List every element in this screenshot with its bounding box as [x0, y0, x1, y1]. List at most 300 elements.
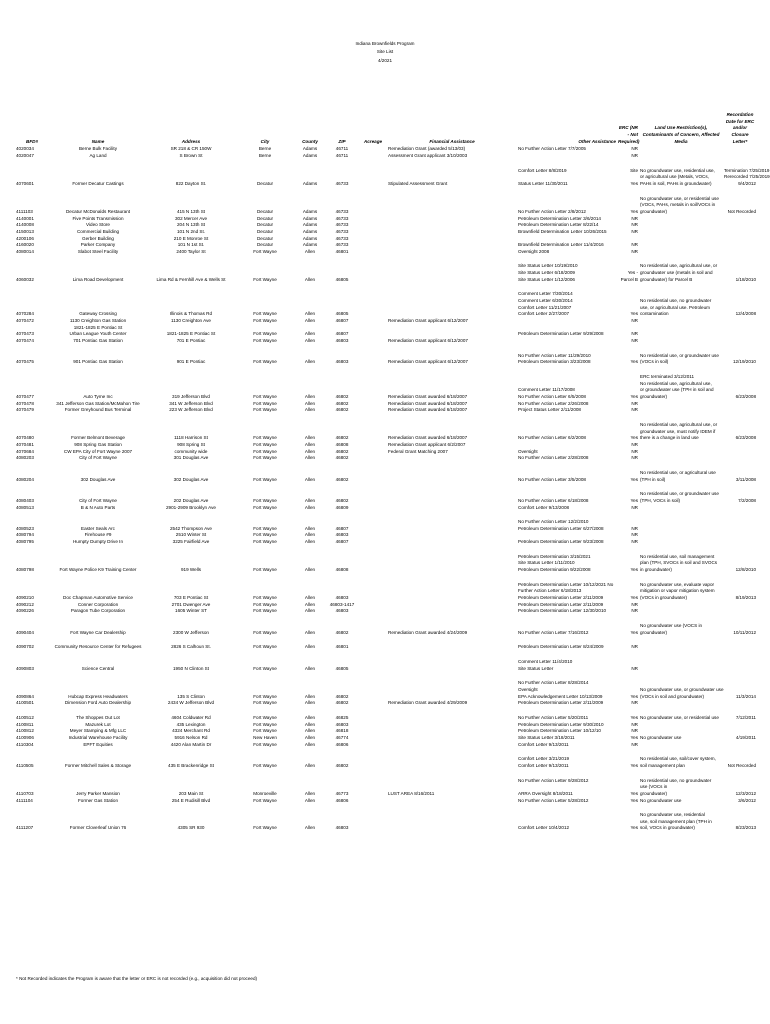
cell-bfd: 4070684	[16, 448, 34, 454]
cell-other	[517, 325, 617, 332]
cell-address: 101 N 1st St.	[177, 242, 205, 248]
cell-bfd: 4100501	[16, 700, 34, 706]
cell-city: Decatur	[256, 222, 274, 228]
cell-erc	[617, 687, 639, 694]
cell-bfd: 4160020	[16, 242, 34, 248]
cell-recordation	[723, 728, 757, 735]
cell-county	[295, 270, 325, 277]
cell-county: Allen	[304, 338, 316, 344]
cell-zip	[325, 160, 359, 175]
cell-other	[517, 615, 617, 630]
cell-other	[517, 784, 617, 791]
cell-erc: Yes	[630, 797, 638, 803]
cell-name: EPFT Equities	[83, 741, 113, 747]
cell-bfd	[15, 588, 49, 595]
cell-other: Status Letter 11/30/2011	[518, 180, 568, 186]
cell-financial: Remediation Grant awarded 4/24/2009	[388, 629, 468, 635]
cell-financial	[387, 694, 517, 701]
cell-other: Brownfield Determination Letter 11/4/2016	[518, 242, 604, 248]
cell-other: Site Status Letter 10/19/2010	[518, 263, 578, 269]
cell-financial	[387, 498, 517, 505]
cell-acreage	[359, 387, 387, 394]
cell-acreage	[359, 560, 387, 567]
cell-zip: 46733	[335, 235, 349, 241]
cell-other: No Further Action Letter 7/16/2012	[518, 629, 589, 635]
cell-name: Hubcap Express Headwaters	[68, 693, 128, 699]
cell-recordation	[723, 338, 757, 345]
cell-acreage	[359, 666, 387, 673]
cell-erc: NR	[631, 407, 638, 413]
cell-county: Allen	[304, 644, 316, 650]
cell-county: Allen	[304, 629, 316, 635]
cell-zip: 46733	[335, 180, 349, 186]
cell-address	[147, 511, 235, 526]
cell-bfd	[15, 574, 49, 589]
cell-name	[49, 804, 147, 819]
cell-acreage	[359, 345, 387, 360]
cell-bfd: 4090702	[16, 644, 34, 650]
cell-acreage	[359, 174, 387, 181]
cell-county	[295, 345, 325, 360]
cell-address: 204 N 13th St	[176, 222, 206, 228]
cell-county: Allen	[304, 455, 316, 461]
table-row	[15, 153, 757, 160]
cell-acreage	[359, 146, 387, 153]
cell-address	[147, 770, 235, 785]
cell-zip: 46803	[335, 721, 349, 727]
cell-county	[295, 202, 325, 209]
cell-other: No Further Action Letter 7/7/2005	[518, 146, 586, 152]
cell-city: Fort Wayne	[253, 714, 277, 720]
cell-county	[295, 255, 325, 270]
cell-erc: NR	[631, 665, 638, 671]
cell-zip: 46803	[335, 532, 349, 538]
cell-other	[517, 338, 617, 345]
cell-financial	[387, 602, 517, 609]
cell-landuse	[639, 532, 723, 539]
cell-other: No Further Action Letter 2/8/2012	[518, 208, 586, 214]
cell-financial	[387, 311, 517, 318]
cell-city: Berne	[258, 152, 272, 158]
cell-zip: 46803	[335, 825, 349, 831]
cell-financial	[387, 636, 517, 651]
cell-name: The Shoppes Out Lot	[76, 714, 120, 720]
cell-erc	[617, 748, 639, 763]
cell-acreage	[359, 242, 387, 249]
cell-county: Allen	[304, 608, 316, 614]
cell-landuse: No groundwater use, residential use,	[640, 167, 715, 173]
table-row	[15, 728, 757, 735]
cell-financial	[387, 735, 517, 742]
table-row	[15, 666, 757, 673]
cell-city: Fort Wayne	[253, 455, 277, 461]
cell-zip: 46805	[335, 276, 349, 282]
cell-landuse: groundwater)	[640, 208, 668, 214]
cell-bfd: 4070472	[16, 318, 34, 324]
cell-landuse: No residential use, no groundwater	[640, 777, 712, 783]
cell-city: Fort Wayne	[253, 825, 277, 831]
cell-address: 2510 Winter St	[175, 532, 207, 538]
cell-financial	[387, 567, 517, 574]
table-header-row	[15, 112, 757, 146]
cell-other: No Further Action Letter 6/2/2008	[518, 435, 586, 441]
cell-recordation	[723, 700, 757, 707]
table-row	[15, 305, 757, 312]
cell-address: 2434 W Jefferson Blvd	[167, 700, 215, 706]
cell-financial	[387, 819, 517, 826]
cell-zip	[325, 546, 359, 561]
cell-city: Fort Wayne	[253, 762, 277, 768]
cell-city	[235, 574, 295, 589]
cell-county: Allen	[304, 797, 316, 803]
cell-name	[49, 672, 147, 687]
cell-recordation	[723, 455, 757, 462]
cell-name: Dimension Ford Auto Dealership	[64, 700, 132, 706]
cell-county: Adams	[302, 152, 318, 158]
cell-county	[295, 429, 325, 436]
cell-county	[295, 804, 325, 819]
cell-recordation	[723, 651, 757, 666]
cell-county: Adams	[302, 208, 318, 214]
cell-name	[49, 298, 147, 305]
cell-landuse	[639, 742, 723, 749]
cell-other: Petroleum Determination Letter 8/22/14	[518, 222, 599, 228]
col-header-city: City	[260, 138, 270, 144]
cell-recordation	[723, 532, 757, 539]
cell-acreage	[359, 651, 387, 666]
cell-acreage	[359, 825, 387, 832]
cell-acreage	[359, 722, 387, 729]
cell-other	[517, 532, 617, 539]
table-row	[15, 455, 757, 462]
cell-name	[49, 188, 147, 203]
cell-acreage	[359, 449, 387, 456]
cell-zip: 46807	[335, 331, 349, 337]
cell-acreage	[359, 401, 387, 408]
cell-erc: Yes	[630, 629, 638, 635]
cell-name: Auto Tyme Inc	[83, 393, 113, 399]
cell-financial	[387, 414, 517, 429]
cell-county: Allen	[304, 441, 316, 447]
cell-bfd	[15, 483, 49, 498]
cell-acreage	[359, 804, 387, 819]
cell-acreage	[359, 630, 387, 637]
cell-city	[235, 202, 295, 209]
cell-recordation: Not Recorded	[727, 762, 756, 768]
cell-name: Five Points Transmission	[72, 215, 124, 221]
cell-bfd: 4100812	[16, 728, 34, 734]
cell-erc	[617, 574, 639, 589]
cell-address: 4324 Merchant Rd	[172, 728, 210, 734]
cell-name	[49, 560, 147, 567]
cell-recordation: 12/19/2010	[733, 359, 756, 365]
cell-zip: 46733	[335, 222, 349, 228]
cell-other: Comfort Letter 9/13/2011	[518, 762, 569, 768]
cell-recordation	[723, 483, 757, 498]
cell-landuse	[639, 283, 723, 298]
cell-bfd	[15, 270, 49, 277]
cell-bfd	[15, 202, 49, 209]
cell-address	[147, 588, 235, 595]
cell-zip: 46802	[335, 400, 349, 406]
cell-erc	[617, 381, 639, 388]
cell-name: Meyer Stamping & Mfg LLC	[69, 728, 127, 734]
cell-acreage	[359, 435, 387, 442]
cell-name	[49, 546, 147, 561]
table-row	[15, 784, 757, 791]
cell-name: Former Decatur Castings	[72, 180, 124, 186]
cell-address: 2300 W Jefferson	[173, 629, 209, 635]
table-row	[15, 407, 757, 414]
cell-acreage	[359, 728, 387, 735]
table-row	[15, 615, 757, 630]
cell-other: Site Status Letter 3/18/2011	[518, 734, 575, 740]
cell-other: Comment Letter 11/17/2008	[518, 387, 575, 393]
cell-county	[295, 366, 325, 381]
cell-bfd: 4020047	[16, 152, 34, 158]
cell-county: Allen	[304, 728, 316, 734]
cell-zip	[325, 255, 359, 270]
cell-recordation: 6/23/2008	[735, 435, 756, 441]
cell-zip	[325, 819, 359, 826]
cell-other: Comfort Letter 3/21/2019	[518, 756, 570, 762]
cell-landuse: No groundwater use, or residential use	[640, 714, 719, 720]
cell-name	[49, 429, 147, 436]
cell-zip	[325, 345, 359, 360]
cell-county: Allen	[304, 400, 316, 406]
cell-landuse: No groundwater use (VOCS in	[640, 623, 703, 629]
table-row	[15, 672, 757, 687]
cell-acreage	[359, 700, 387, 707]
cell-landuse: No residential use, or groundwater use	[640, 491, 719, 497]
cell-acreage	[359, 462, 387, 477]
cell-recordation	[723, 770, 757, 785]
cell-financial: Remediation Grant applicant 6/12/2007	[388, 338, 468, 344]
cell-zip: 46803	[335, 359, 349, 365]
table-row	[15, 188, 757, 203]
cell-address: 254 E Rudisill Blvd	[171, 797, 211, 803]
cell-bfd	[15, 770, 49, 785]
cell-county: Adams	[302, 228, 318, 234]
cell-city	[235, 819, 295, 826]
cell-address: 5916 Nelson Rd	[174, 734, 208, 740]
cell-name	[49, 588, 147, 595]
cell-landuse: or groundwater use (TPH in soil and	[640, 387, 714, 393]
cell-name: Lima Road Development	[72, 276, 124, 282]
cell-name	[49, 160, 147, 175]
cell-other: No Further Action Letter 6/18/2008	[518, 497, 589, 503]
cell-bfd: 4070477	[16, 393, 34, 399]
cell-financial	[387, 574, 517, 589]
cell-erc	[617, 819, 639, 826]
cell-other: Petroleum Determination Letter 9/29/2008	[518, 331, 604, 337]
cell-name	[49, 366, 147, 381]
cell-acreage	[359, 483, 387, 498]
cell-address: 1118 Harrison St	[174, 435, 208, 441]
cell-address: Lima Rd & Fernhill Ave & Wells St	[156, 276, 226, 282]
cell-landuse	[639, 153, 723, 160]
cell-recordation: Termination 7/25/2019	[724, 167, 770, 173]
cell-financial	[387, 560, 517, 567]
cell-zip	[325, 483, 359, 498]
cell-other: Petroleum Determination Letter 12/30/2010	[518, 608, 607, 614]
cell-name: City of Fort Wayne	[79, 455, 117, 461]
cell-city	[235, 672, 295, 687]
cell-other	[517, 462, 617, 477]
cell-erc: Yes	[630, 693, 638, 699]
cell-zip	[325, 770, 359, 785]
cell-zip: 46803	[335, 608, 349, 614]
cell-county	[295, 588, 325, 595]
cell-county: Allen	[304, 504, 316, 510]
cell-landuse	[639, 325, 723, 332]
cell-recordation: Rerecorded 7/25/2019	[724, 174, 770, 180]
cell-city	[235, 270, 295, 277]
cell-other: Site Status Letter 1/12/2006	[518, 276, 575, 282]
cell-name: Humpty Dumpty Drive In	[72, 539, 124, 545]
cell-recordation	[723, 511, 757, 526]
cell-acreage	[359, 181, 387, 188]
cell-city: Fort Wayne	[253, 525, 277, 531]
cell-landuse: (VOCs in soil)	[640, 359, 669, 365]
cell-bfd	[15, 305, 49, 312]
cell-address: 435 Lexington	[176, 721, 206, 727]
col-header-bfd: BFD#	[26, 138, 38, 144]
table-row	[15, 505, 757, 512]
cell-zip	[325, 748, 359, 763]
cell-financial: Remediation Grant applicant 6/12/2007	[388, 359, 468, 365]
cell-address: 1950 N Clinton St	[172, 665, 209, 671]
table-row	[15, 381, 757, 388]
cell-bfd: 4020034	[16, 146, 34, 152]
cell-other	[517, 202, 617, 209]
cell-zip: 46803	[335, 595, 349, 601]
cell-county	[295, 325, 325, 332]
cell-other: Site Status Letter	[518, 665, 554, 671]
table-row	[15, 742, 757, 749]
cell-zip	[325, 687, 359, 694]
cell-address: 435 E Brackenridge St	[168, 762, 214, 768]
cell-city: Fort Wayne	[253, 435, 277, 441]
cell-address	[147, 546, 235, 561]
cell-erc	[617, 202, 639, 209]
cell-landuse: No residential use, no groundwater	[640, 298, 712, 304]
cell-bfd: 4070480	[16, 435, 34, 441]
cell-city: Fort Wayne	[253, 595, 277, 601]
cell-erc	[617, 345, 639, 360]
cell-bfd	[15, 188, 49, 203]
cell-financial	[387, 429, 517, 436]
cell-city	[235, 784, 295, 791]
cell-address: 4420 Alan Martin Dr	[170, 741, 212, 747]
cell-erc	[617, 325, 639, 332]
cell-landuse	[639, 651, 723, 666]
cell-name	[49, 770, 147, 785]
cell-city: Fort Wayne	[253, 393, 277, 399]
cell-financial	[387, 798, 517, 805]
cell-recordation: 3/11/2008	[735, 476, 756, 482]
cell-financial	[387, 539, 517, 546]
table-row	[15, 401, 757, 408]
cell-city	[235, 588, 295, 595]
cell-address	[147, 345, 235, 360]
table-row	[15, 387, 757, 394]
col-header-other: Other Assistance	[578, 138, 616, 144]
cell-bfd: 4111104	[16, 797, 33, 803]
cell-financial	[387, 216, 517, 223]
table-row	[15, 394, 757, 401]
table-row	[15, 174, 757, 181]
cell-financial	[387, 174, 517, 181]
cell-name: 302 Douglas Ave	[80, 476, 116, 482]
table-row	[15, 236, 757, 243]
cell-financial	[387, 748, 517, 763]
table-row	[15, 707, 757, 722]
cell-recordation	[723, 429, 757, 436]
cell-financial	[387, 672, 517, 687]
cell-recordation	[723, 188, 757, 203]
cell-address	[147, 202, 235, 209]
cell-address	[147, 462, 235, 477]
cell-financial	[387, 546, 517, 561]
cell-city	[235, 511, 295, 526]
cell-name: Video Store	[86, 222, 110, 228]
cell-name: Commercial Building	[76, 228, 120, 234]
cell-address	[147, 174, 235, 181]
cell-acreage	[359, 298, 387, 305]
cell-city	[235, 255, 295, 270]
cell-recordation: 7/12/2011	[735, 714, 756, 720]
cell-county	[295, 819, 325, 826]
cell-bfd	[15, 366, 49, 381]
cell-erc: Yes	[630, 476, 638, 482]
cell-financial	[387, 511, 517, 526]
cell-financial	[387, 666, 517, 673]
cell-county	[295, 651, 325, 666]
cell-address: 2400 Taylor St	[176, 248, 206, 254]
cell-other	[517, 153, 617, 160]
cell-financial: Stipulated Assessment Grant	[388, 180, 448, 186]
cell-erc: NR	[631, 532, 638, 538]
cell-financial	[387, 229, 517, 236]
cell-financial	[387, 387, 517, 394]
cell-financial	[387, 366, 517, 381]
cell-name	[49, 511, 147, 526]
cell-recordation	[723, 381, 757, 388]
table-row	[15, 325, 757, 332]
cell-bfd	[15, 345, 49, 360]
cell-recordation	[723, 672, 757, 687]
table-row	[15, 560, 757, 567]
cell-name: Gerber Building	[82, 235, 114, 241]
cell-bfd: 4080203	[16, 455, 34, 461]
cell-city: Fort Wayne	[253, 728, 277, 734]
cell-city: Fort Wayne	[253, 311, 277, 317]
col-header-address: Address	[181, 138, 201, 144]
cell-financial: Remediation Grant awarded 4/29/2009	[388, 700, 468, 706]
cell-erc: NR	[631, 331, 638, 337]
cell-financial	[387, 483, 517, 498]
table-row	[15, 700, 757, 707]
cell-city: Fort Wayne	[253, 608, 277, 614]
cell-city	[235, 770, 295, 785]
cell-other: Petroleum Determination Letter 2/11/2009	[518, 700, 604, 706]
cell-zip	[325, 651, 359, 666]
cell-recordation	[723, 202, 757, 209]
cell-acreage	[359, 222, 387, 229]
cell-city: Fort Wayne	[253, 629, 277, 635]
cell-county: Adams	[302, 235, 318, 241]
